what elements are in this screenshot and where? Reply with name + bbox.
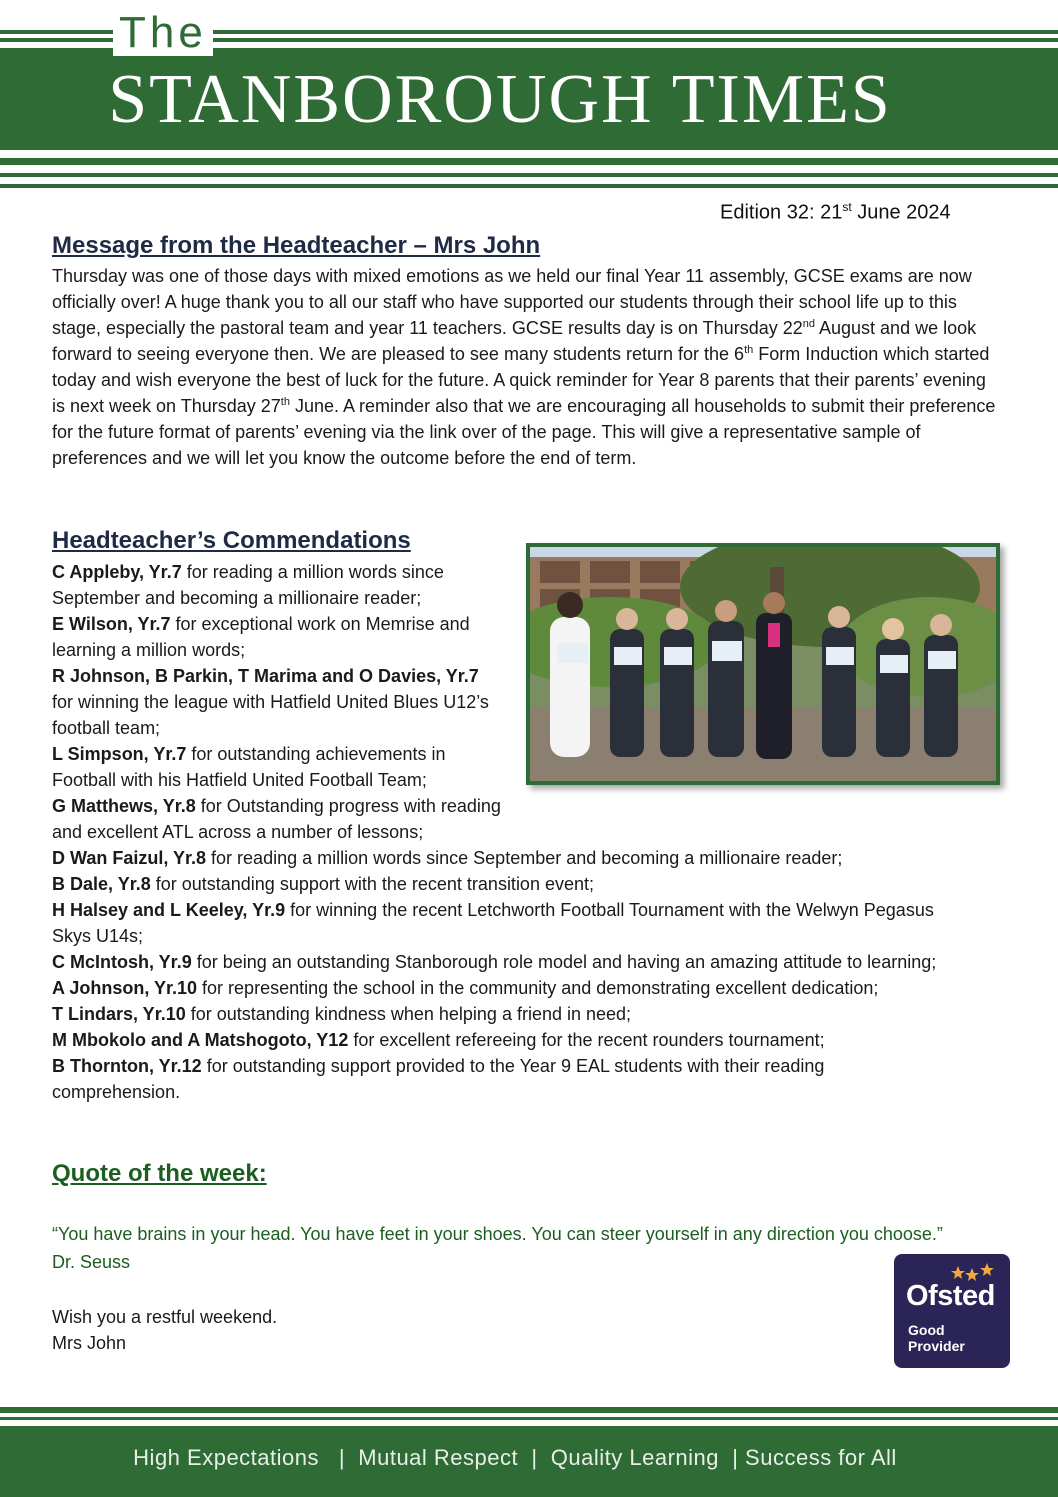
signoff-name: Mrs John xyxy=(52,1333,127,1353)
list-item xyxy=(52,897,942,949)
commendation-text: for being an outstanding Stanborough role model and having an amazing attitude to learning; xyxy=(191,952,937,972)
footer-motto: High Expectations | Mutual Respect | Quality Learning | Success for All xyxy=(133,1445,897,1470)
ofsted-rating-line: Provider xyxy=(908,1338,965,1354)
masthead-bottom-rule xyxy=(0,184,1058,188)
commendation-text: for Outstanding progress with reading and excellent ATL across a number of lessons; xyxy=(52,796,501,842)
commendation-text: for excellent refereeing for the recent rounders tournament; xyxy=(348,1030,825,1050)
commendations-heading: Headteacher’s Commendations xyxy=(52,527,411,554)
commendation-name: C Appleby, Yr.7 xyxy=(52,562,182,582)
masthead-bottom-rule xyxy=(0,158,1058,165)
message-sup: th xyxy=(280,396,290,408)
footer xyxy=(0,1426,1058,1497)
list-item xyxy=(52,741,502,793)
list-item xyxy=(52,871,972,897)
commendation-text: for outstanding support with the recent transition event; xyxy=(150,874,594,894)
commendation-text: for exceptional work on Memrise and learning a million words; xyxy=(52,614,470,660)
ofsted-rating xyxy=(908,1322,965,1354)
commendation-name: C McIntosh, Yr.9 xyxy=(52,952,192,972)
list-item xyxy=(52,559,502,611)
ofsted-rating-line: Good xyxy=(908,1322,945,1338)
commendations-list xyxy=(52,559,972,1105)
commendation-name: M Mbokolo and A Matshogoto, Y12 xyxy=(52,1030,349,1050)
masthead-title: STANBOROUGH TIMES xyxy=(108,61,892,138)
list-item xyxy=(52,975,972,1001)
signoff xyxy=(52,1304,277,1356)
masthead xyxy=(0,0,1058,192)
headteacher-message-body xyxy=(52,263,997,471)
edition-line xyxy=(720,200,951,225)
footer-rule xyxy=(0,1407,1058,1413)
commendation-name: R Johnson, B Parkin, T Marima and O Davies, Yr.7 xyxy=(52,666,479,686)
ofsted-wordmark: Ofsted xyxy=(906,1280,995,1312)
message-sup: th xyxy=(744,344,754,356)
commendation-text: for outstanding kindness when helping a friend in need; xyxy=(185,1004,632,1024)
commendation-name: H Halsey and L Keeley, Yr.9 xyxy=(52,900,286,920)
commendation-name: B Dale, Yr.8 xyxy=(52,874,151,894)
message-text: June. A reminder also that we are encouraging all households to submit their preference for the future format of parents’ evening via the link over of the page. This will give a representative sample of preferences and we will let you know the outcome before the end of term. xyxy=(52,396,996,468)
commendation-name: L Simpson, Yr.7 xyxy=(52,744,187,764)
message-text: Form Induction which started today and wish everyone the best of luck for the future. A quick reminder for Year 8 parents that their parents’ evening is next week on Thursday 27 xyxy=(52,344,990,416)
commendation-text: for reading a million words since September and becoming a millionaire reader; xyxy=(206,848,843,868)
commendation-name: E Wilson, Yr.7 xyxy=(52,614,171,634)
masthead-bottom-rule xyxy=(0,173,1058,177)
commendation-text: for winning the league with Hatfield United Blues U12’s football team; xyxy=(52,692,489,738)
commendation-text: for winning the recent Letchworth Football Tournament with the Welwyn Pegasus Skys U14s; xyxy=(52,900,934,946)
footer-rule xyxy=(0,1417,1058,1420)
message-sup: nd xyxy=(802,318,815,330)
edition-text: Edition 32: 21 xyxy=(720,201,843,224)
edition-date: June 2024 xyxy=(851,201,951,224)
message-text: August and we look forward to seeing everyone then. We are pleased to see many students return for the 6 xyxy=(52,318,977,364)
signoff-line: Wish you a restful weekend. xyxy=(52,1307,278,1327)
list-item xyxy=(52,793,522,845)
edition-sup: st xyxy=(842,200,852,214)
message-text: Thursday was one of those days with mixed emotions as we held our final Year 11 assembly, GCSE exams are now officially over! A huge thank you to all our staff who have supported our students through their school life up to this stage, especially the pastoral team and year 11 teachers. GCSE results day is on Thursday 22 xyxy=(52,266,972,338)
commendation-name: D Wan Faizul, Yr.8 xyxy=(52,848,207,868)
ofsted-badge xyxy=(894,1254,1010,1368)
list-item xyxy=(52,1027,972,1053)
list-item xyxy=(52,949,942,975)
commendation-text: for reading a million words since September and becoming a millionaire reader; xyxy=(52,562,444,608)
quote-text: “You have brains in your head. You have feet in your shoes. You can steer yourself in any direction you choose.” Dr. Seuss xyxy=(52,1224,943,1272)
commendation-text: for outstanding achievements in Football with his Hatfield United Football Team; xyxy=(52,744,446,790)
commendation-name: A Johnson, Yr.10 xyxy=(52,978,198,998)
list-item xyxy=(52,663,502,741)
quote-heading: Quote of the week: xyxy=(52,1160,267,1187)
list-item xyxy=(52,611,502,663)
commendation-name: G Matthews, Yr.8 xyxy=(52,796,196,816)
commendation-name: B Thornton, Yr.12 xyxy=(52,1056,202,1076)
headteacher-message-heading: Message from the Headteacher – Mrs John xyxy=(52,232,541,259)
list-item xyxy=(52,1001,972,1027)
list-item xyxy=(52,845,972,871)
commendation-name: T Lindars, Yr.10 xyxy=(52,1004,186,1024)
commendation-text: for representing the school in the community and demonstrating excellent dedication; xyxy=(197,978,879,998)
masthead-the: The xyxy=(113,10,213,56)
commendation-text: for outstanding support provided to the Year 9 EAL students with their reading comprehension. xyxy=(52,1056,825,1102)
list-item xyxy=(52,1053,912,1105)
